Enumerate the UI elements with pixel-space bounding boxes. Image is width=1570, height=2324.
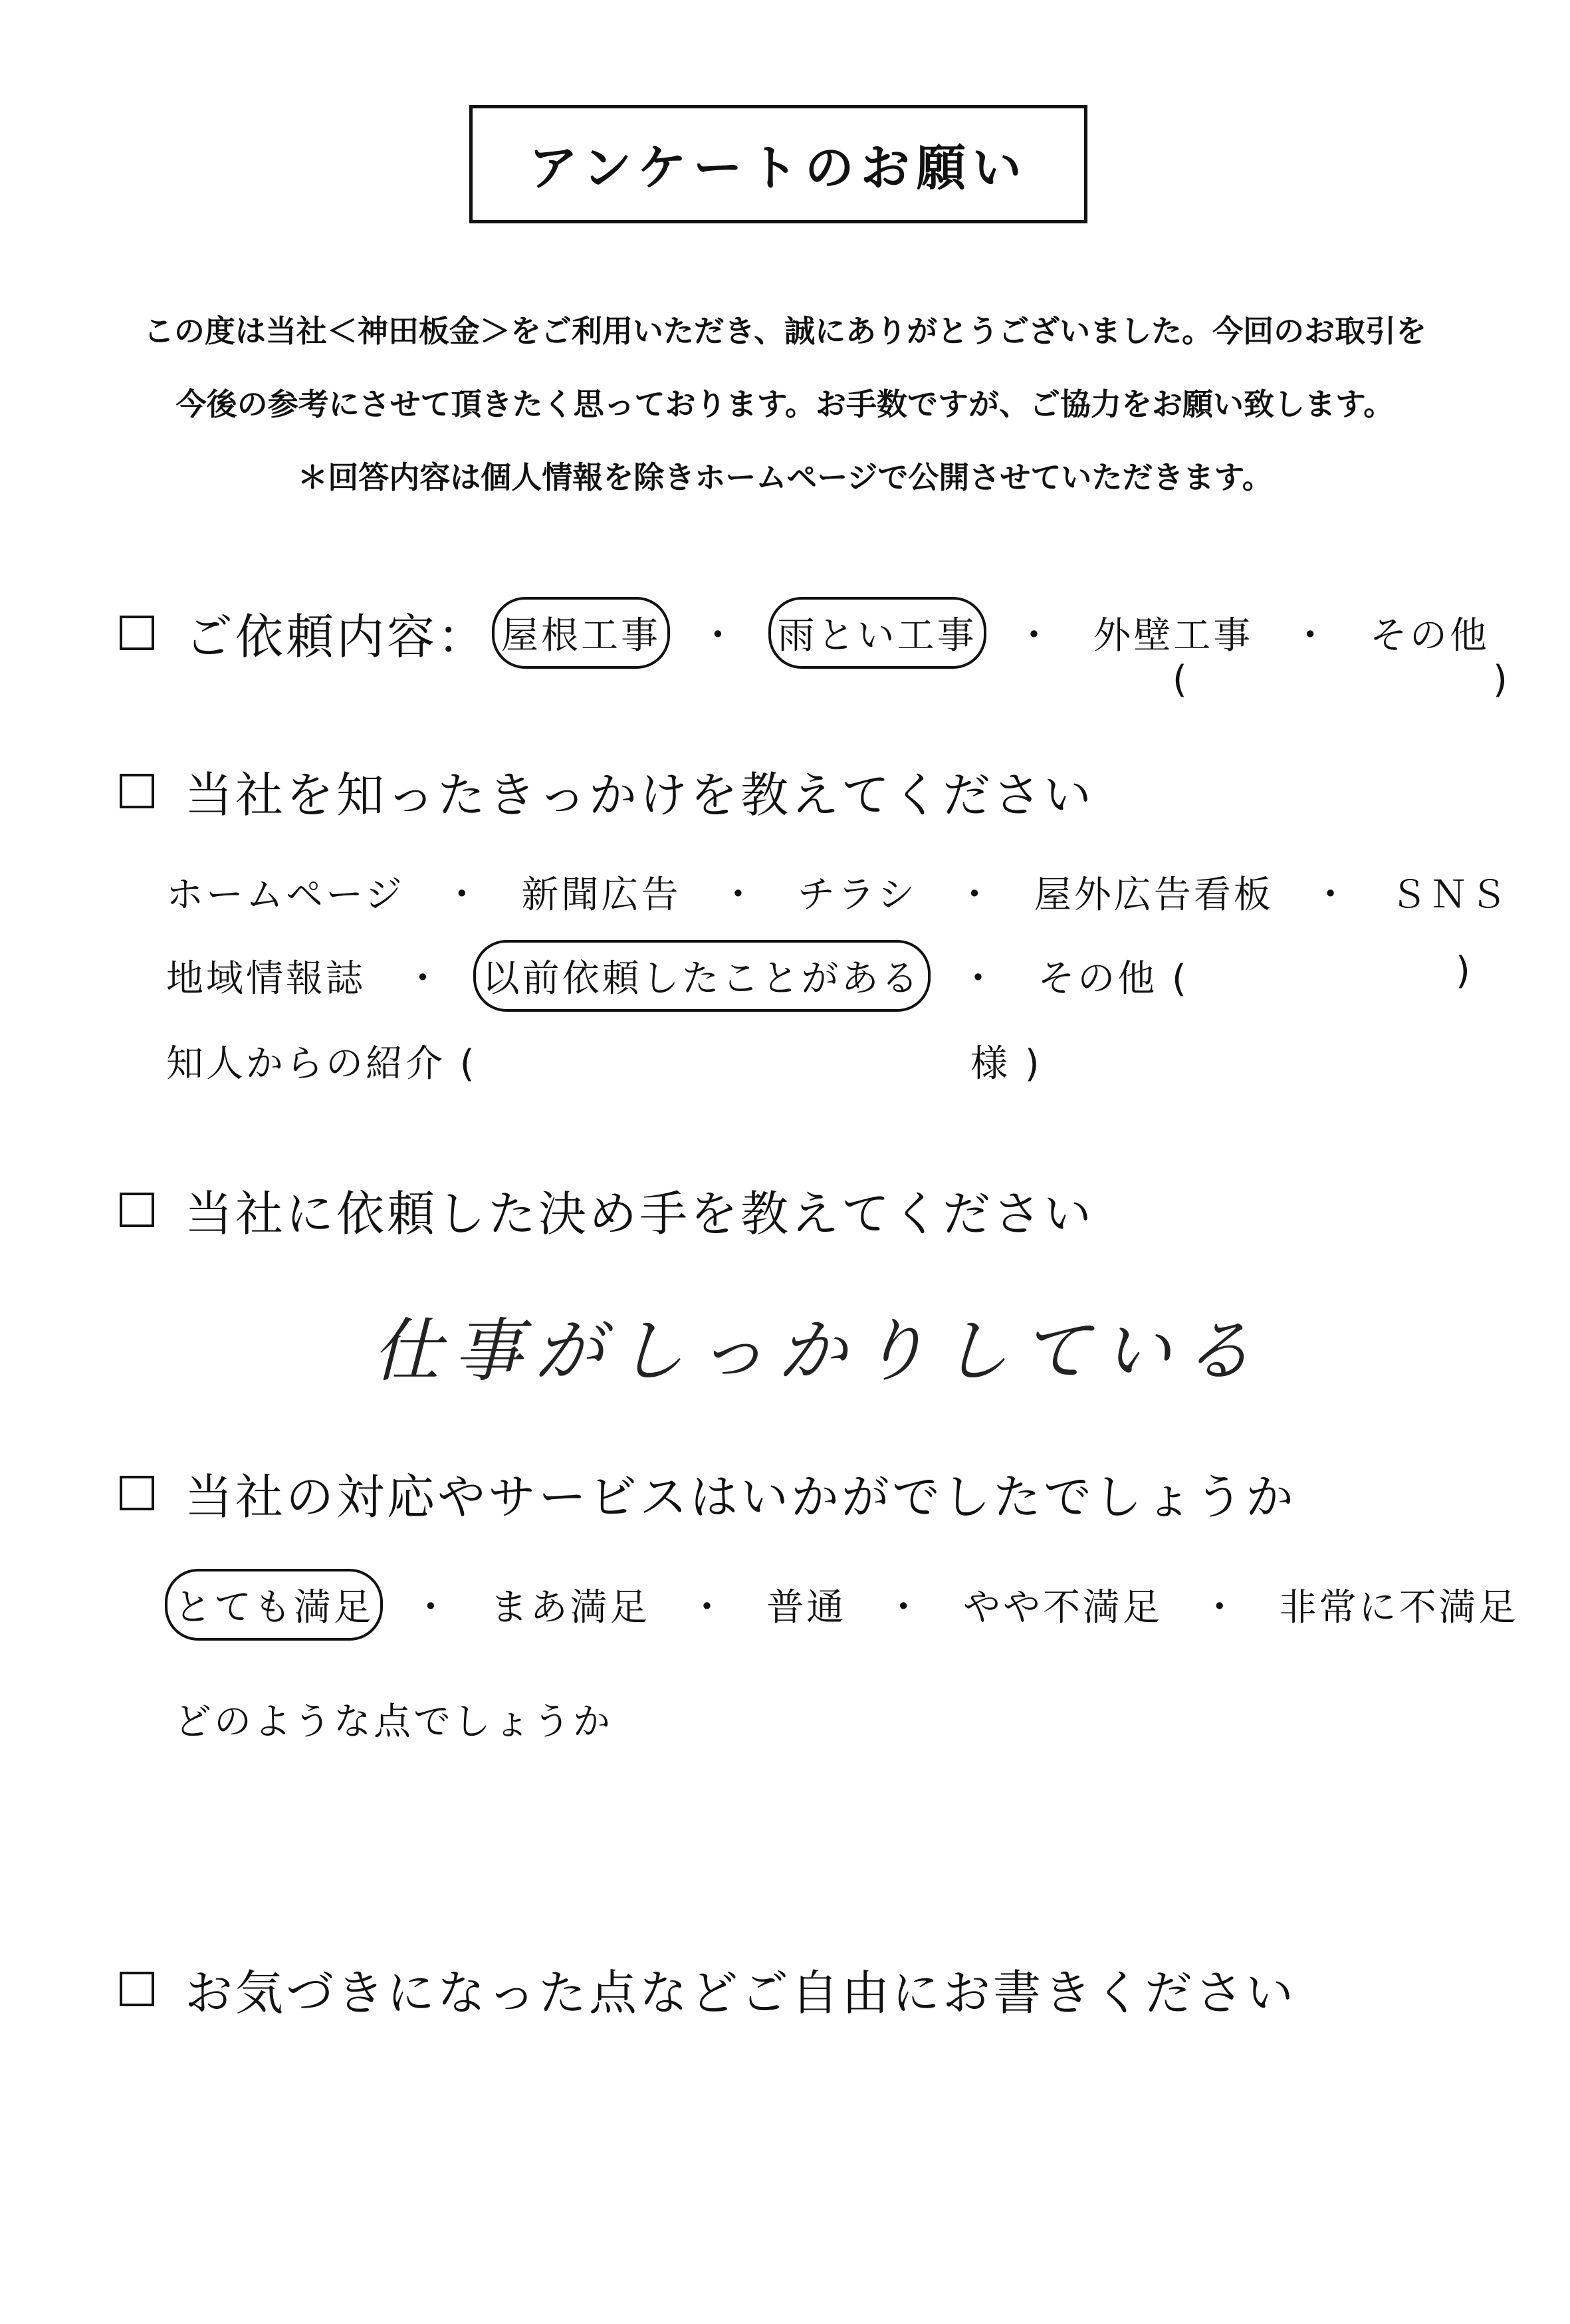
q2-option-billboard[interactable]: 屋外広告看板: [1034, 873, 1274, 917]
q2-referral-label[interactable]: 知人からの紹介 (: [166, 1042, 477, 1086]
question-2-checkbox[interactable]: [120, 774, 154, 808]
intro-line-3: ＊回答内容は個人情報を除きホームページで公開させていただきます。: [297, 459, 1273, 495]
question-3-label: 当社に依頼した決め手を教えてください: [185, 1186, 1095, 1242]
question-5: [120, 1954, 1296, 2024]
q4-option-very-dissatisfied[interactable]: 非常に不満足: [1279, 1586, 1519, 1629]
intro-line-2: 今後の参考にさせて頂きたく思っております。お手数ですが、ご協力をお願い致します。: [175, 386, 1395, 422]
title-box: [469, 105, 1087, 223]
q2-option-previous-request[interactable]: 以前依頼したことがある: [483, 949, 921, 1002]
question-4: [120, 1458, 1296, 1528]
q2-option-flyer[interactable]: チラシ: [798, 873, 918, 917]
question-1-checkbox[interactable]: [120, 616, 154, 650]
question-2-label: 当社を知ったきっかけを教えてください: [185, 767, 1095, 823]
q1-option-other[interactable]: その他: [1369, 614, 1490, 657]
q2-options-row-2: 地域情報誌 ・ 以前依頼したことがある ・ その他 (: [166, 949, 1189, 1002]
q4-option-very-satisfied[interactable]: とても満足: [174, 1578, 374, 1631]
q4-followup-label: どのような点でしょうか: [174, 1700, 613, 1744]
q2-option-local-magazine[interactable]: 地域情報誌: [166, 957, 366, 1000]
intro-line-1: この度は当社＜神田板金＞をご利用いただき、誠にありがとうございました。今回のお取引を: [143, 313, 1427, 349]
q4-option-somewhat-dissatisfied[interactable]: やや不満足: [962, 1586, 1163, 1629]
q1-option-wall[interactable]: 外壁工事: [1093, 614, 1254, 657]
q1-paren-close: ): [1493, 658, 1508, 701]
q4-options-row: とても満足 ・ まあ満足 ・ 普通 ・ やや不満足 ・ 非常に不満足: [174, 1578, 1519, 1631]
question-3-checkbox[interactable]: [120, 1193, 154, 1227]
q2-option-newspaper[interactable]: 新聞広告: [521, 873, 681, 917]
q2-referral-suffix: 様 ): [970, 1042, 1042, 1086]
q2-option-other[interactable]: その他 (: [1038, 957, 1189, 1000]
question-4-checkbox[interactable]: [120, 1476, 154, 1510]
question-3: [120, 1175, 1094, 1244]
q4-option-satisfied[interactable]: まあ満足: [490, 1586, 650, 1629]
q1-option-roof[interactable]: 屋根工事: [501, 606, 661, 659]
q3-handwritten-answer: 仕事がしっかりしている: [372, 1310, 1265, 1391]
question-2: [120, 756, 1094, 826]
q2-options-row-1: ホームページ ・ 新聞広告 ・ チラシ ・ 屋外広告看板 ・ ＳＮＳ: [166, 873, 1510, 917]
question-1: ご依頼内容： 屋根工事 ・ 雨とい工事 ・ 外壁工事 ・ その他: [120, 598, 1490, 667]
page-title: アンケートのお願い: [528, 140, 1028, 197]
q2-option-sns[interactable]: ＳＮＳ: [1390, 873, 1510, 917]
question-1-label: ご依頼内容：: [185, 609, 489, 665]
question-4-label: 当社の対応やサービスはいかがでしたでしょうか: [185, 1469, 1297, 1525]
q4-option-neutral[interactable]: 普通: [766, 1586, 847, 1629]
q1-paren-open: (: [1173, 658, 1187, 701]
question-5-label: お気づきになった点などご自由にお書きください: [185, 1965, 1297, 2021]
q1-option-gutter[interactable]: 雨とい工事: [778, 606, 977, 659]
q2-other-paren-close: ): [1456, 949, 1470, 992]
question-5-checkbox[interactable]: [120, 1972, 154, 2006]
q2-option-homepage[interactable]: ホームページ: [166, 873, 405, 917]
